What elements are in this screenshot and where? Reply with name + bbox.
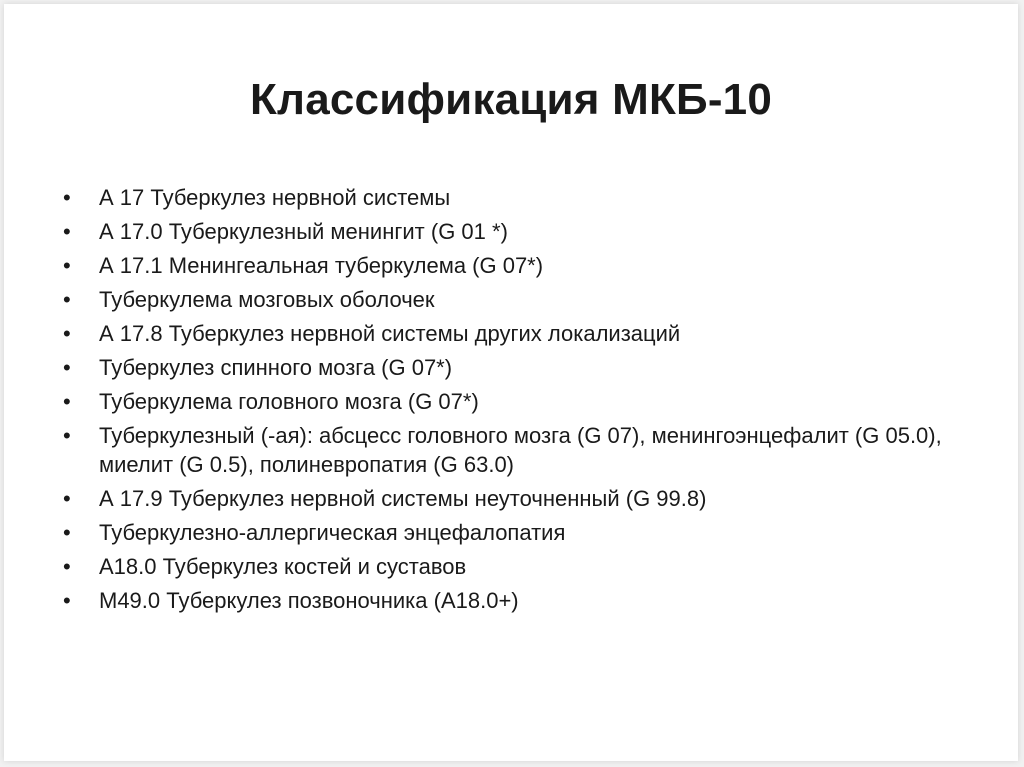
list-item-text: А 17.0 Туберкулезный менингит (G 01 *) [99, 219, 508, 244]
list-item [60, 351, 980, 385]
list-item-text: А 17.9 Туберкулез нервной системы неуточненный (G 99.8) [99, 486, 707, 511]
bullet-icon: • [63, 355, 71, 380]
bullet-icon: • [63, 423, 71, 448]
bullet-icon: • [63, 554, 71, 579]
list-item [60, 482, 980, 516]
list-item [60, 283, 980, 317]
list-item [60, 516, 980, 550]
slide-title: Классификация МКБ-10 [249, 75, 773, 124]
list-item [60, 385, 980, 419]
list-item-text: А18.0 Туберкулез костей и суставов [99, 554, 467, 579]
list-item-text: А 17.8 Туберкулез нервной системы других локализаций [99, 321, 681, 346]
bullet-icon: • [63, 486, 71, 511]
list-item [60, 419, 980, 482]
bullet-icon: • [63, 219, 71, 244]
list-item [60, 215, 980, 249]
list-item-text: А 17 Туберкулез нервной системы [99, 185, 451, 210]
list-item-text: А 17.1 Менингеальная туберкулема (G 07*) [99, 253, 544, 278]
bullet-icon: • [63, 520, 71, 545]
list-item-text: Туберкулез спинного мозга (G 07*) [99, 355, 453, 380]
slide [4, 4, 1018, 761]
classification-list [60, 181, 980, 618]
bullet-icon: • [63, 389, 71, 414]
list-item-text: Туберкулема мозговых оболочек [99, 287, 435, 312]
list-item-text: М49.0 Туберкулез позвоночника (А18.0+) [99, 588, 519, 613]
list-item [60, 317, 980, 351]
bullet-icon: • [63, 287, 71, 312]
list-item-text: Туберкулема головного мозга (G 07*) [99, 389, 479, 414]
list-item [60, 584, 980, 618]
list-item [60, 249, 980, 283]
bullet-icon: • [63, 253, 71, 278]
list-item-text: Туберкулезно-аллергическая энцефалопатия [99, 520, 566, 545]
bullet-icon: • [63, 321, 71, 346]
list-item [60, 181, 980, 215]
list-item [60, 550, 980, 584]
list-item-text: Туберкулезный (-ая): абсцесс головного мозга (G 07), менингоэнцефалит (G 05.0), миелит (G 0.5), полиневропатия (G 63.0) [99, 423, 942, 477]
bullet-icon: • [63, 185, 71, 210]
bullet-icon: • [63, 588, 71, 613]
